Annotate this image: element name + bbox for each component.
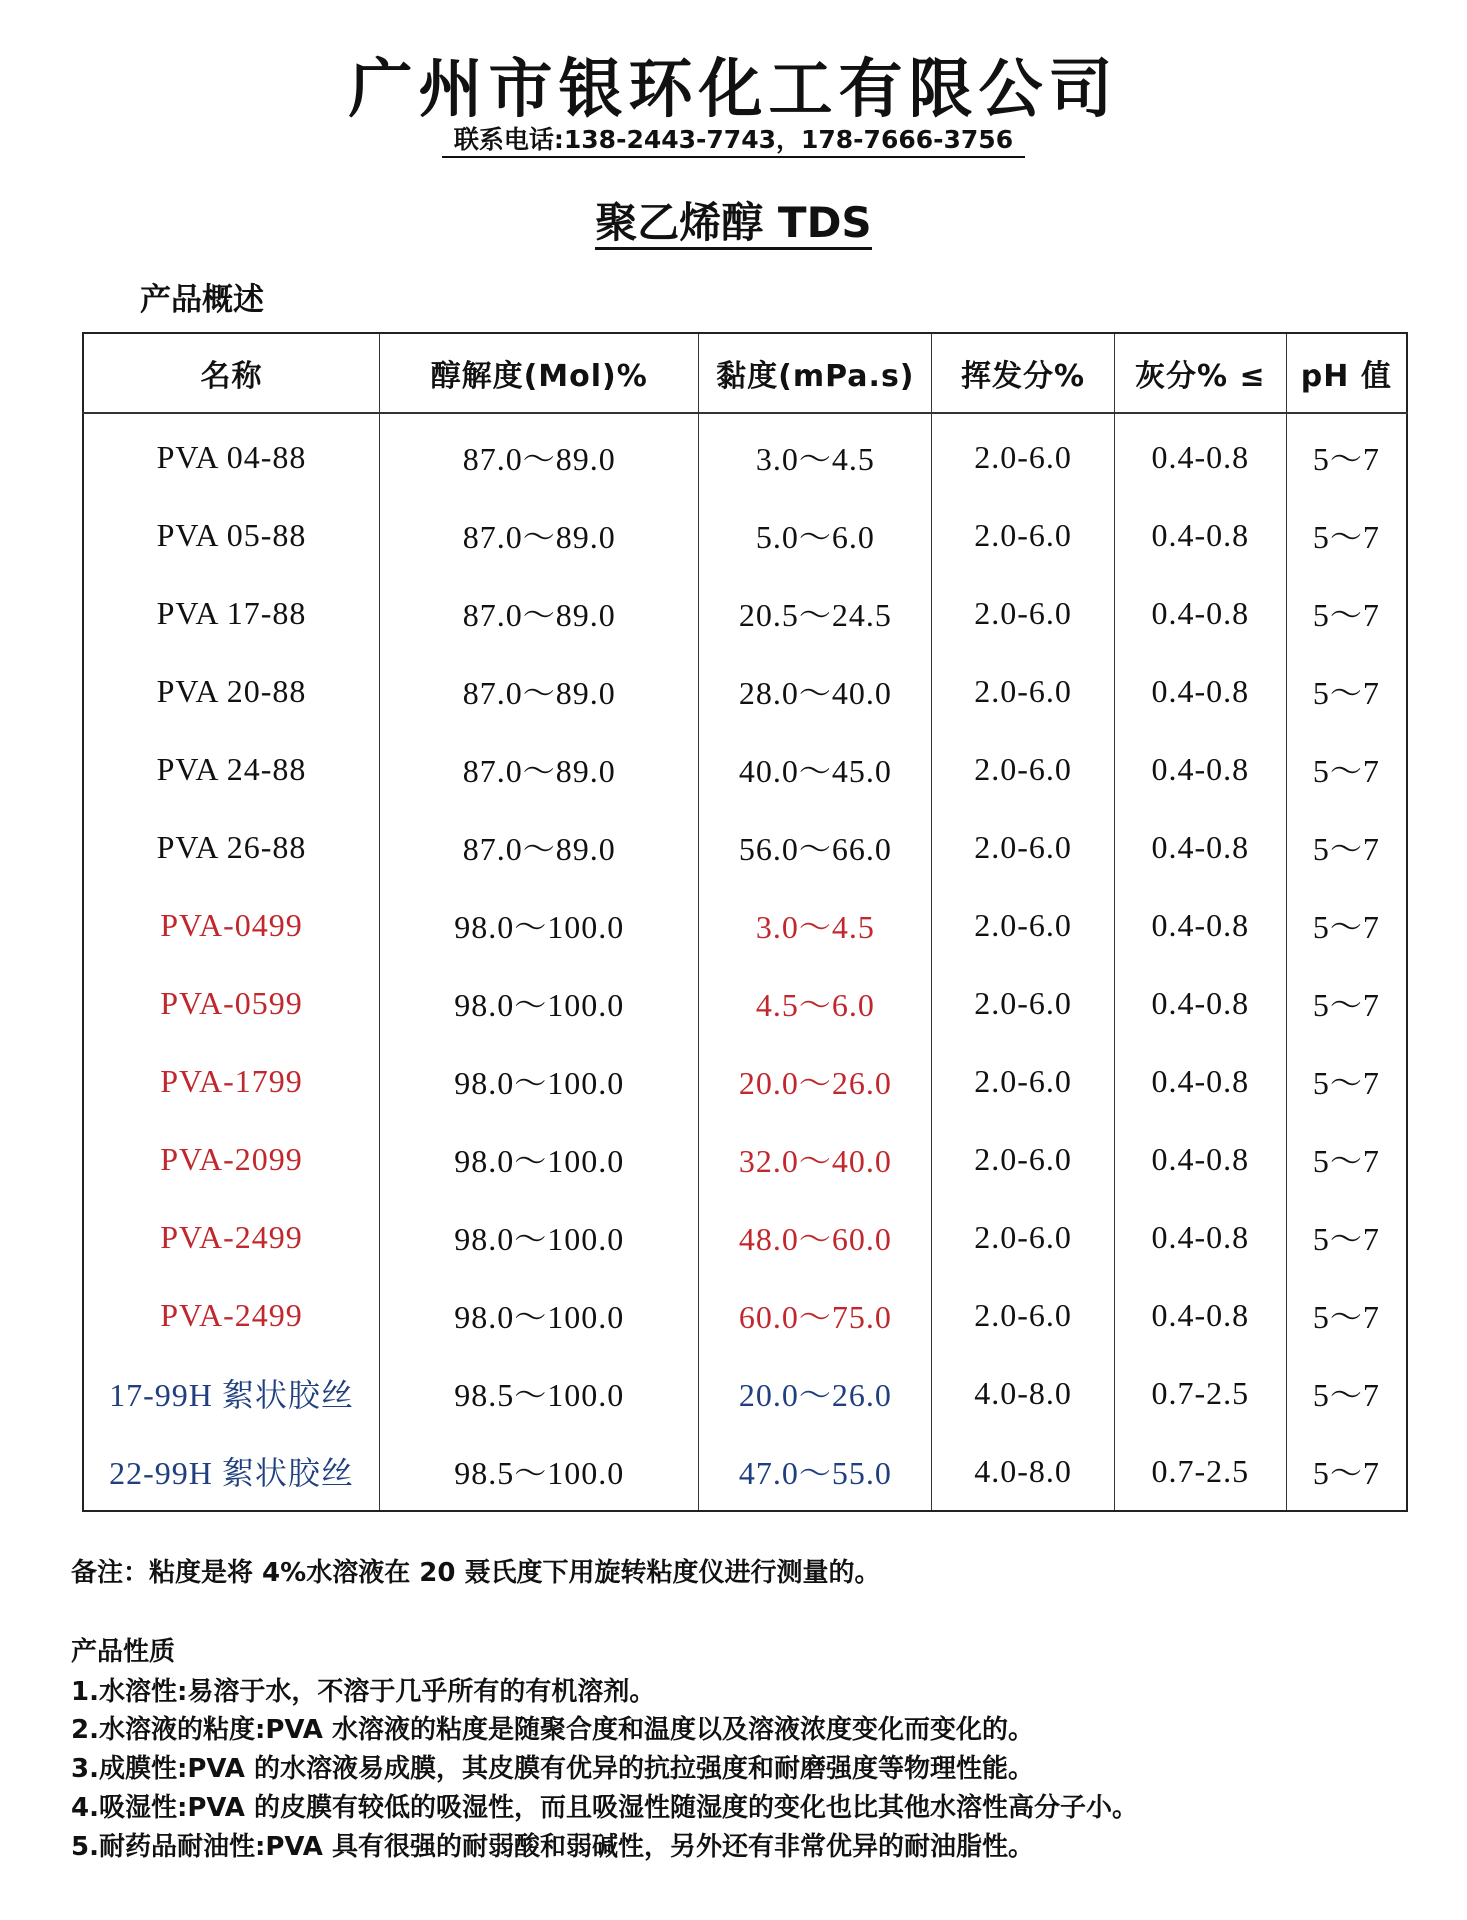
cell-ph: 5～7: [1286, 496, 1407, 574]
section-heading-properties: 产品性质: [71, 1637, 176, 1667]
cell-viscosity: 20.5～24.5: [699, 574, 932, 652]
cell-name: PVA 17-88: [83, 574, 379, 652]
property-item: 3.成膜性:PVA 的水溶液易成膜，其皮膜有优异的抗拉强度和耐磨强度等物理性能。: [71, 1754, 1034, 1784]
cell-viscosity: 5.0～6.0: [699, 496, 932, 574]
cell-alcoholysis: 98.0～100.0: [379, 886, 699, 964]
cell-viscosity: 32.0～40.0: [699, 1120, 932, 1198]
spec-table: [82, 332, 1408, 1512]
property-item: 2.水溶液的粘度:PVA 水溶液的粘度是随聚合度和温度以及溶液浓度变化而变化的。: [71, 1715, 1034, 1745]
cell-ash: 0.4-0.8: [1114, 496, 1286, 574]
cell-name: PVA 24-88: [83, 730, 379, 808]
table-row: [83, 574, 1407, 652]
property-item: 1.水溶性:易溶于水，不溶于几乎所有的有机溶剂。: [71, 1677, 656, 1707]
cell-alcoholysis: 98.0～100.0: [379, 1276, 699, 1354]
cell-ash: 0.4-0.8: [1114, 652, 1286, 730]
cell-ph: 5～7: [1286, 1354, 1407, 1432]
property-item: 5.耐药品耐油性:PVA 具有很强的耐弱酸和弱碱性，另外还有非常优异的耐油脂性。: [71, 1832, 1034, 1862]
cell-ph: 5～7: [1286, 1276, 1407, 1354]
cell-name: PVA 20-88: [83, 652, 379, 730]
cell-volatile: 2.0-6.0: [932, 730, 1115, 808]
cell-ash: 0.4-0.8: [1114, 1276, 1286, 1354]
cell-alcoholysis: 87.0～89.0: [379, 730, 699, 808]
table-row: [83, 1042, 1407, 1120]
cell-volatile: 2.0-6.0: [932, 496, 1115, 574]
cell-ash: 0.4-0.8: [1114, 413, 1286, 496]
cell-alcoholysis: 87.0～89.0: [379, 413, 699, 496]
column-header: 名称: [83, 333, 379, 413]
cell-name: PVA-2099: [83, 1120, 379, 1198]
cell-ph: 5～7: [1286, 886, 1407, 964]
table-row: [83, 1432, 1407, 1511]
cell-viscosity: 20.0～26.0: [699, 1354, 932, 1432]
cell-volatile: 2.0-6.0: [932, 652, 1115, 730]
cell-ash: 0.4-0.8: [1114, 964, 1286, 1042]
cell-ash: 0.4-0.8: [1114, 886, 1286, 964]
cell-viscosity: 20.0～26.0: [699, 1042, 932, 1120]
table-row: [83, 964, 1407, 1042]
cell-ph: 5～7: [1286, 730, 1407, 808]
column-header: 挥发分%: [932, 333, 1115, 413]
cell-volatile: 2.0-6.0: [932, 1042, 1115, 1120]
table-row: [83, 886, 1407, 964]
cell-ph: 5～7: [1286, 574, 1407, 652]
cell-volatile: 2.0-6.0: [932, 413, 1115, 496]
cell-alcoholysis: 98.0～100.0: [379, 1120, 699, 1198]
cell-viscosity: 4.5～6.0: [699, 964, 932, 1042]
cell-ph: 5～7: [1286, 1120, 1407, 1198]
cell-ash: 0.4-0.8: [1114, 1198, 1286, 1276]
cell-ash: 0.4-0.8: [1114, 574, 1286, 652]
table-row: [83, 730, 1407, 808]
cell-volatile: 2.0-6.0: [932, 1120, 1115, 1198]
cell-volatile: 2.0-6.0: [932, 808, 1115, 886]
cell-ash: 0.4-0.8: [1114, 1042, 1286, 1120]
column-header: 醇解度(Mol)%: [379, 333, 699, 413]
cell-ph: 5～7: [1286, 652, 1407, 730]
column-header: 灰分% ≤: [1114, 333, 1286, 413]
cell-name: PVA-1799: [83, 1042, 379, 1120]
cell-name: PVA 26-88: [83, 808, 379, 886]
table-row: [83, 496, 1407, 574]
cell-volatile: 4.0-8.0: [932, 1432, 1115, 1511]
table-row: [83, 1120, 1407, 1198]
cell-viscosity: 60.0～75.0: [699, 1276, 932, 1354]
cell-ash: 0.7-2.5: [1114, 1354, 1286, 1432]
cell-volatile: 2.0-6.0: [932, 574, 1115, 652]
cell-ph: 5～7: [1286, 413, 1407, 496]
cell-name: PVA-0599: [83, 964, 379, 1042]
table-row: [83, 413, 1407, 496]
cell-ph: 5～7: [1286, 808, 1407, 886]
cell-name: PVA-0499: [83, 886, 379, 964]
cell-name: 22-99H 絮状胶丝: [83, 1432, 379, 1511]
cell-alcoholysis: 87.0～89.0: [379, 652, 699, 730]
cell-viscosity: 40.0～45.0: [699, 730, 932, 808]
cell-viscosity: 48.0～60.0: [699, 1198, 932, 1276]
table-row: [83, 808, 1407, 886]
document-title-text: 聚乙烯醇 TDS: [595, 198, 871, 250]
cell-ph: 5～7: [1286, 964, 1407, 1042]
column-header: pH 值: [1286, 333, 1407, 413]
cell-alcoholysis: 87.0～89.0: [379, 496, 699, 574]
cell-viscosity: 3.0～4.5: [699, 413, 932, 496]
cell-viscosity: 28.0～40.0: [699, 652, 932, 730]
cell-volatile: 2.0-6.0: [932, 964, 1115, 1042]
cell-volatile: 2.0-6.0: [932, 886, 1115, 964]
table-row: [83, 1354, 1407, 1432]
table-row: [83, 652, 1407, 730]
cell-alcoholysis: 98.5～100.0: [379, 1354, 699, 1432]
cell-alcoholysis: 98.0～100.0: [379, 964, 699, 1042]
cell-name: PVA-2499: [83, 1198, 379, 1276]
table-row: [83, 1276, 1407, 1354]
cell-ph: 5～7: [1286, 1198, 1407, 1276]
cell-name: 17-99H 絮状胶丝: [83, 1354, 379, 1432]
cell-alcoholysis: 98.5～100.0: [379, 1432, 699, 1511]
cell-alcoholysis: 98.0～100.0: [379, 1042, 699, 1120]
cell-ash: 0.4-0.8: [1114, 808, 1286, 886]
table-row: [83, 1198, 1407, 1276]
cell-viscosity: 47.0～55.0: [699, 1432, 932, 1511]
cell-alcoholysis: 98.0～100.0: [379, 1198, 699, 1276]
document-title: [0, 190, 1467, 250]
property-item: 4.吸湿性:PVA 的皮膜有较低的吸湿性，而且吸湿性随湿度的变化也比其他水溶性高分子小。: [71, 1793, 1138, 1823]
cell-name: PVA-2499: [83, 1276, 379, 1354]
cell-ash: 0.4-0.8: [1114, 730, 1286, 808]
cell-ph: 5～7: [1286, 1432, 1407, 1511]
cell-volatile: 4.0-8.0: [932, 1354, 1115, 1432]
cell-ash: 0.4-0.8: [1114, 1120, 1286, 1198]
contact-phone-text: 联系电话:138-2443-7743，178-7666-3756: [442, 125, 1025, 158]
cell-name: PVA 05-88: [83, 496, 379, 574]
cell-volatile: 2.0-6.0: [932, 1198, 1115, 1276]
section-heading-overview: 产品概述: [140, 282, 264, 318]
cell-ph: 5～7: [1286, 1042, 1407, 1120]
cell-viscosity: 3.0～4.5: [699, 886, 932, 964]
cell-alcoholysis: 87.0～89.0: [379, 574, 699, 652]
company-name: 广州市银环化工有限公司: [348, 53, 1119, 127]
cell-volatile: 2.0-6.0: [932, 1276, 1115, 1354]
table-header-row: [83, 333, 1407, 413]
contact-phone: [0, 120, 1467, 156]
cell-alcoholysis: 87.0～89.0: [379, 808, 699, 886]
cell-name: PVA 04-88: [83, 413, 379, 496]
cell-viscosity: 56.0～66.0: [699, 808, 932, 886]
column-header: 黏度(mPa.s): [699, 333, 932, 413]
footnote: 备注：粘度是将 4%水溶液在 20 聂氏度下用旋转粘度仪进行测量的。: [71, 1558, 881, 1588]
cell-ash: 0.7-2.5: [1114, 1432, 1286, 1511]
